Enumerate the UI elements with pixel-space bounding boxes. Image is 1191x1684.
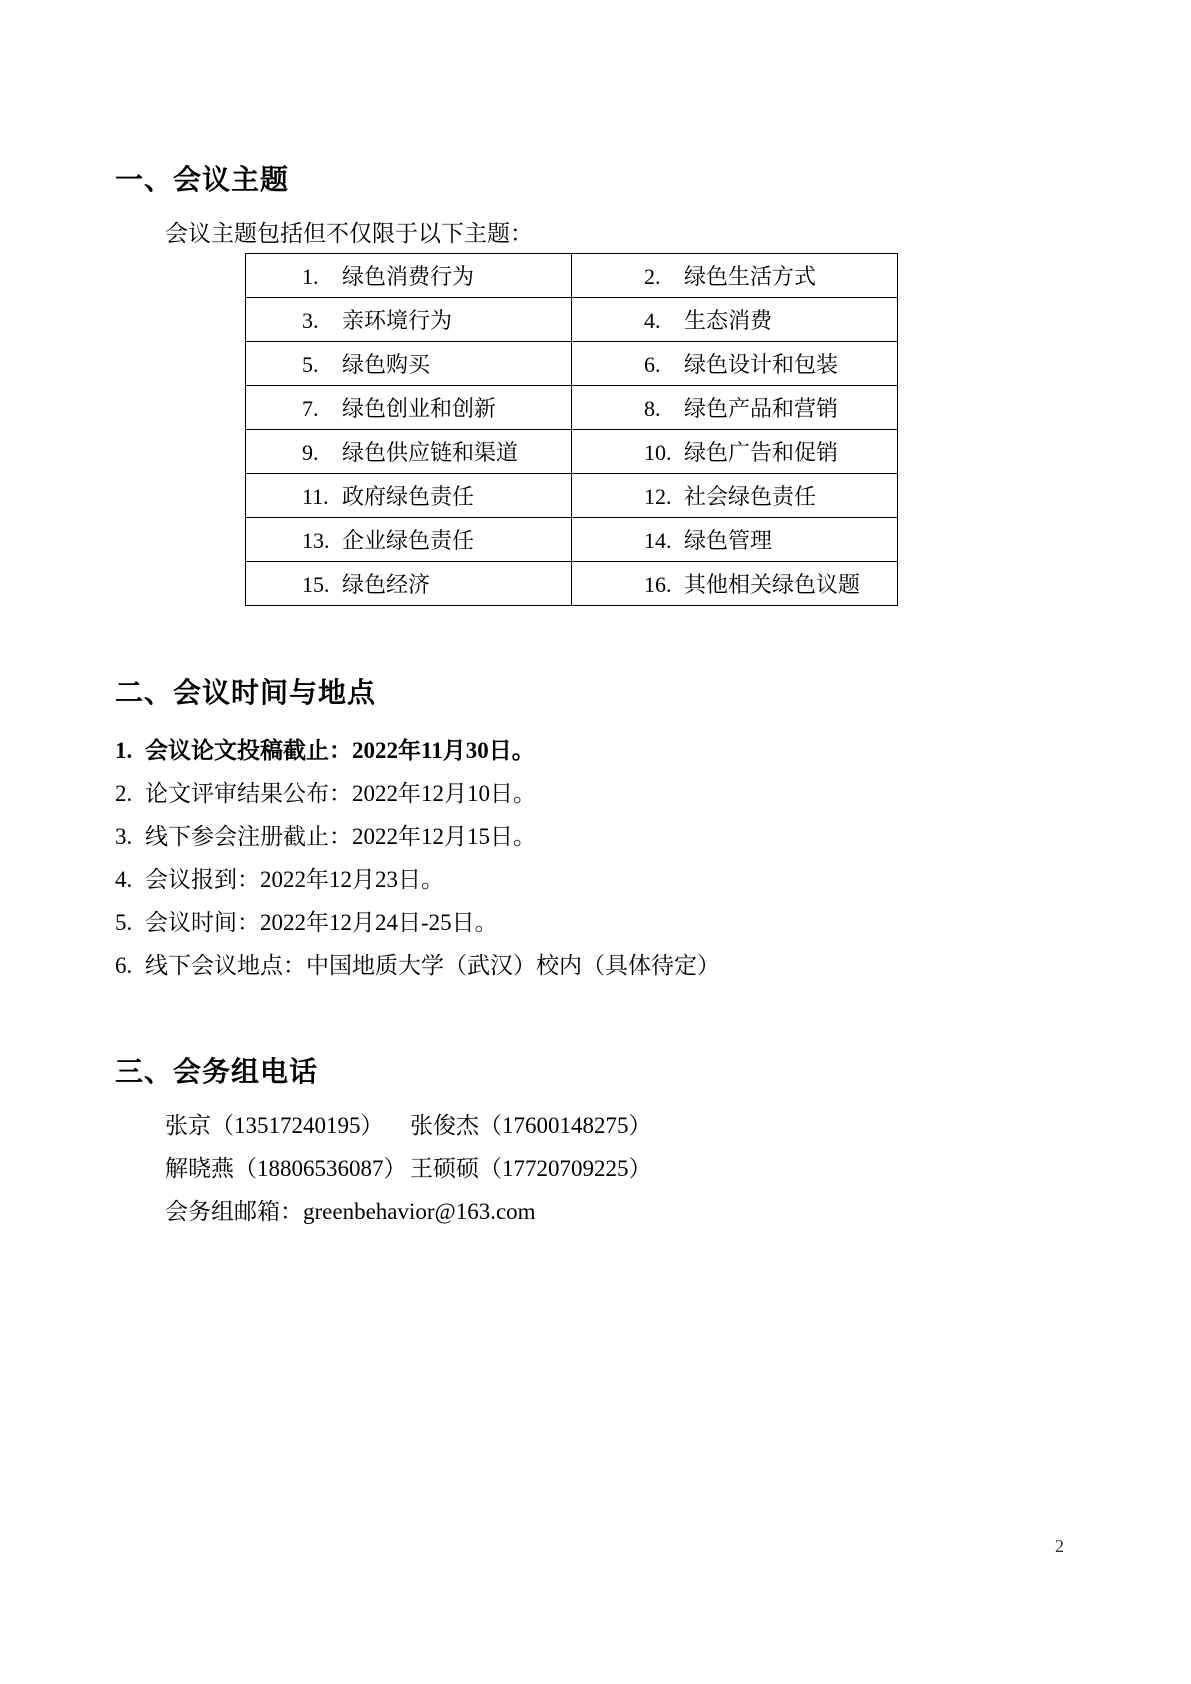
table-row bbox=[246, 518, 898, 562]
contact-row bbox=[165, 1154, 1076, 1184]
topic-number: 12. bbox=[644, 484, 672, 509]
topic-cell bbox=[246, 430, 572, 474]
contact-entry: 张京（13517240195） bbox=[165, 1113, 384, 1138]
topic-label: 其他相关绿色议题 bbox=[684, 572, 861, 597]
item-text: 会议时间：2022年12月24日-25日。 bbox=[145, 910, 498, 935]
topic-number: 11. bbox=[302, 484, 329, 509]
topic-cell bbox=[572, 342, 898, 386]
list-item bbox=[115, 822, 1076, 852]
list-item bbox=[115, 908, 1076, 938]
topic-number: 2. bbox=[644, 264, 661, 289]
topic-cell bbox=[572, 562, 898, 606]
topic-label: 绿色广告和促销 bbox=[684, 440, 839, 465]
table-row bbox=[246, 474, 898, 518]
table-row bbox=[246, 342, 898, 386]
contact-list bbox=[165, 1111, 1076, 1184]
topic-cell bbox=[246, 254, 572, 298]
item-text: 会议报到：2022年12月23日。 bbox=[145, 867, 444, 892]
item-text: 线下参会注册截止：2022年12月15日。 bbox=[145, 824, 536, 849]
topic-number: 5. bbox=[302, 352, 319, 377]
topic-cell bbox=[572, 298, 898, 342]
schedule-list bbox=[115, 736, 1076, 981]
table-row bbox=[246, 254, 898, 298]
topic-label: 政府绿色责任 bbox=[342, 484, 475, 509]
topic-label: 绿色生活方式 bbox=[684, 264, 817, 289]
topic-number: 7. bbox=[302, 396, 319, 421]
item-number: 5. bbox=[115, 910, 133, 935]
topic-label: 亲环境行为 bbox=[342, 308, 453, 333]
topics-table bbox=[245, 253, 898, 606]
contact-entry: 解晓燕（18806536087） bbox=[165, 1156, 407, 1181]
list-item bbox=[115, 779, 1076, 809]
topic-label: 社会绿色责任 bbox=[684, 484, 817, 509]
topic-cell bbox=[246, 342, 572, 386]
topic-label: 绿色供应链和渠道 bbox=[342, 440, 519, 465]
topic-cell bbox=[572, 254, 898, 298]
table-row bbox=[246, 430, 898, 474]
item-number: 4. bbox=[115, 867, 133, 892]
item-text: 会议论文投稿截止：2022年11月30日。 bbox=[145, 738, 535, 763]
topic-number: 1. bbox=[302, 264, 319, 289]
topic-number: 3. bbox=[302, 308, 319, 333]
topic-label: 绿色设计和包装 bbox=[684, 352, 839, 377]
contact-row bbox=[165, 1111, 1076, 1141]
topic-number: 14. bbox=[644, 528, 672, 553]
topic-cell bbox=[246, 474, 572, 518]
section2-heading: 二、会议时间与地点 bbox=[115, 678, 377, 709]
contact-entry: 王硕硕（17720709225） bbox=[410, 1156, 652, 1181]
topic-label: 企业绿色责任 bbox=[342, 528, 475, 553]
topic-cell bbox=[572, 518, 898, 562]
topic-number: 15. bbox=[302, 572, 330, 597]
topic-cell bbox=[246, 298, 572, 342]
table-row bbox=[246, 386, 898, 430]
topic-number: 8. bbox=[644, 396, 661, 421]
topic-cell bbox=[246, 562, 572, 606]
page-number: 2 bbox=[1055, 1536, 1064, 1556]
item-number: 3. bbox=[115, 824, 133, 849]
topic-cell bbox=[572, 430, 898, 474]
topic-label: 绿色消费行为 bbox=[342, 264, 475, 289]
list-item bbox=[115, 736, 1076, 766]
list-item bbox=[115, 865, 1076, 895]
topic-number: 4. bbox=[644, 308, 661, 333]
topic-label: 生态消费 bbox=[684, 308, 773, 333]
topic-cell bbox=[246, 518, 572, 562]
contact-entry: 张俊杰（17600148275） bbox=[410, 1113, 652, 1138]
item-number: 1. bbox=[115, 738, 133, 763]
topic-label: 绿色购买 bbox=[342, 352, 431, 377]
topic-number: 13. bbox=[302, 528, 330, 553]
section1-intro: 会议主题包括但不仅限于以下主题： bbox=[165, 221, 533, 246]
committee-email: 会务组邮箱：greenbehavior@163.com bbox=[165, 1199, 536, 1224]
topic-number: 6. bbox=[644, 352, 661, 377]
item-text: 线下会议地点：中国地质大学（武汉）校内（具体待定） bbox=[145, 953, 720, 978]
section1-heading: 一、会议主题 bbox=[115, 165, 290, 196]
item-number: 2. bbox=[115, 781, 133, 806]
section3-heading: 三、会务组电话 bbox=[115, 1057, 319, 1088]
topic-number: 10. bbox=[644, 440, 672, 465]
topic-number: 9. bbox=[302, 440, 319, 465]
item-number: 6. bbox=[115, 953, 133, 978]
topic-label: 绿色经济 bbox=[342, 572, 431, 597]
topic-cell bbox=[246, 386, 572, 430]
table-row bbox=[246, 298, 898, 342]
table-row bbox=[246, 562, 898, 606]
item-text: 论文评审结果公布：2022年12月10日。 bbox=[145, 781, 536, 806]
topic-label: 绿色创业和创新 bbox=[342, 396, 497, 421]
topic-label: 绿色管理 bbox=[684, 528, 773, 553]
topic-number: 16. bbox=[644, 572, 672, 597]
topic-cell bbox=[572, 386, 898, 430]
list-item bbox=[115, 951, 1076, 981]
topic-cell bbox=[572, 474, 898, 518]
topic-label: 绿色产品和营销 bbox=[684, 396, 839, 421]
